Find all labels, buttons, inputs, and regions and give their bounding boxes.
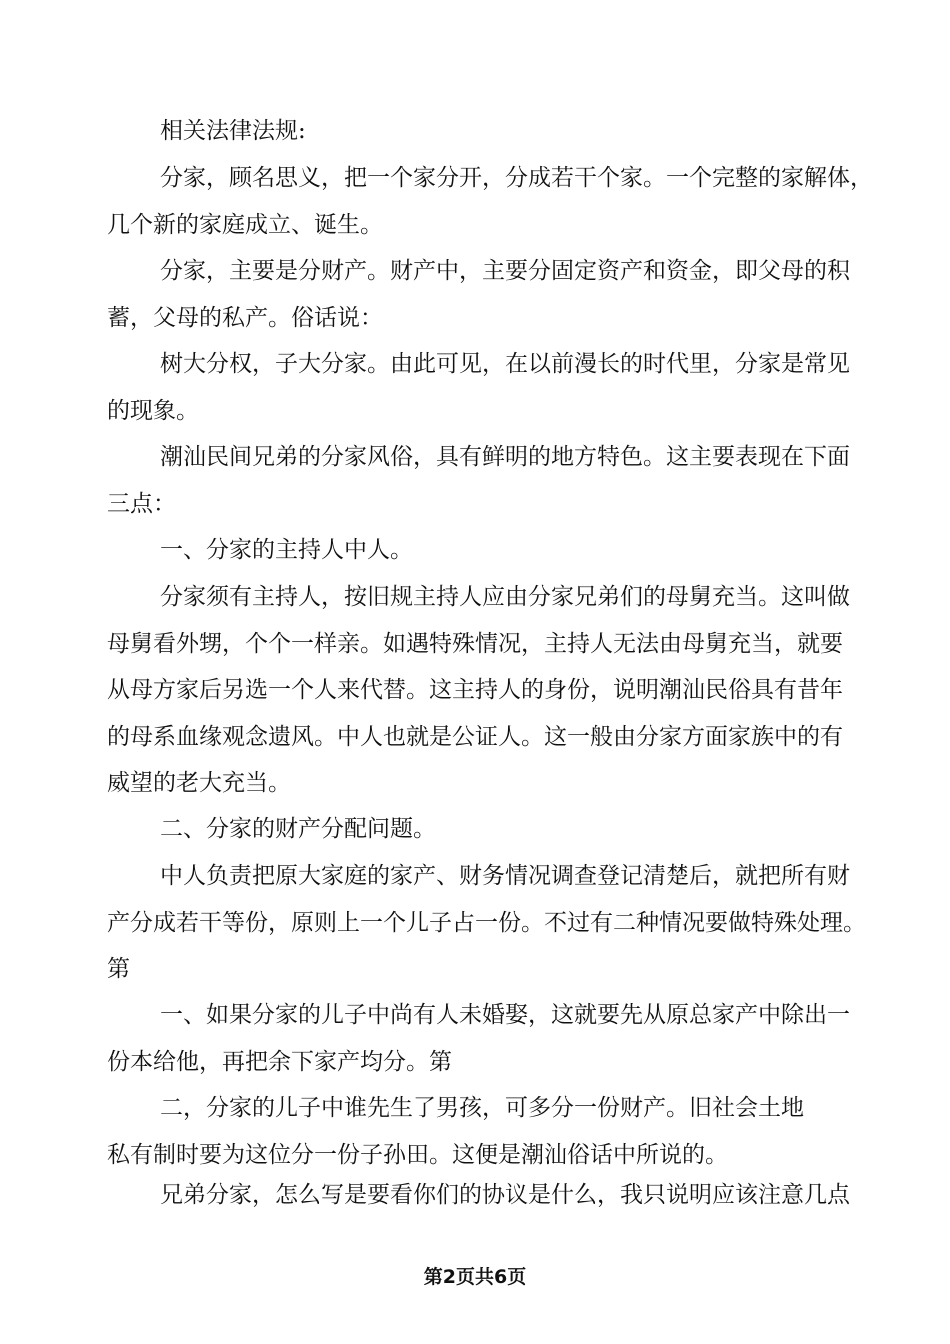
paragraph-line: 分家，主要是分财产。财产中，主要分固定资产和资金，即父母的积 [160,258,850,284]
paragraph-line: 一、分家的主持人中人。 [160,537,413,563]
paragraph-line: 中人负责把原大家庭的家产、财务情况调查登记清楚后，就把所有财 [160,863,850,889]
paragraph-line: 三点： [107,491,176,517]
paragraph-line: 母舅看外甥，个个一样亲。如遇特殊情况，主持人无法由母舅充当，就要 [107,631,843,657]
paragraph-line: 威望的老大充当。 [107,770,291,796]
paragraph-line: 几个新的家庭成立、诞生。 [107,212,383,238]
paragraph-line: 产分成若干等份，原则上一个儿子占一份。不过有二种情况要做特殊处理。 [107,910,866,936]
paragraph-line: 分家须有主持人，按旧规主持人应由分家兄弟们的母舅充当。这叫做 [160,584,850,610]
page-footer: 第2页共6页 [423,1266,527,1288]
paragraph-line: 蓄，父母的私产。俗话说： [107,305,383,331]
paragraph-line: 的母系血缘观念遗风。中人也就是公证人。这一般由分家方面家族中的有 [107,724,843,750]
paragraph-line: 从母方家后另选一个人来代替。这主持人的身份，说明潮汕民俗具有昔年 [107,677,843,703]
paragraph-line: 一、如果分家的儿子中尚有人未婚娶，这就要先从原总家产中除出一 [160,1002,850,1028]
paragraph-line: 份本给他，再把余下家产均分。第 [107,1049,452,1075]
paragraph-line: 二，分家的儿子中谁先生了男孩，可多分一份财产。旧社会土地 [160,1095,804,1121]
paragraph-line: 二、分家的财产分配问题。 [160,816,436,842]
paragraph-line: 分家，顾名思义，把一个家分开，分成若干个家。一个完整的家解体， [160,165,873,191]
paragraph-line: 第 [107,956,130,982]
paragraph-line: 树大分权，子大分家。由此可见，在以前漫长的时代里，分家是常见 [160,351,850,377]
paragraph-line: 相关法律法规: [160,118,306,144]
paragraph-line: 兄弟分家，怎么写是要看你们的协议是什么，我只说明应该注意几点 [160,1182,850,1208]
paragraph-line: 的现象。 [107,398,199,424]
paragraph-line: 潮汕民间兄弟的分家风俗，具有鲜明的地方特色。这主要表现在下面 [160,444,850,470]
paragraph-line: 私有制时要为这位分一份子孙田。这便是潮汕俗话中所说的。 [107,1142,728,1168]
